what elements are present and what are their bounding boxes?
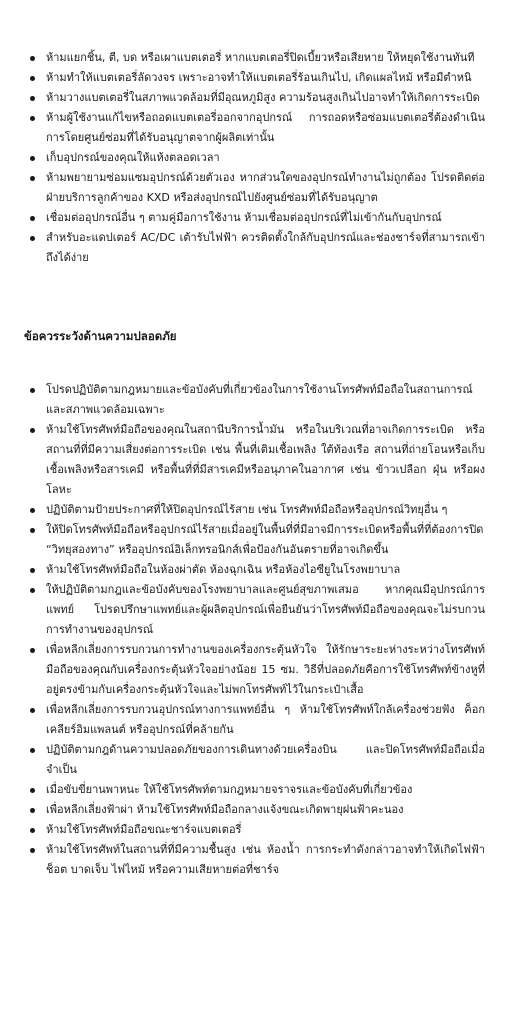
list-item-text: ห้ามพยายามซ่อมแซมอุปกรณ์ด้วยตัวเอง หากส่วนใดของอุปกรณ์ทำงานไม่ถูกต้อง โปรดติดต่อฝ่ายบริการลูกค้าของ KXD หรือส่งอุปกรณ์ไปยังศูนย์ซ่อมที่ได้รับอนุญาต	[46, 171, 485, 204]
list-item	[24, 800, 485, 820]
bullet-icon	[30, 748, 35, 753]
list-item	[24, 780, 485, 800]
list-item	[24, 420, 485, 500]
section-heading: ข้อควรระวังด้านความปลอดภัย	[24, 329, 177, 343]
bullet-icon	[30, 788, 35, 793]
list-item	[24, 640, 485, 700]
list-item-text: ปฏิบัติตามป้ายประกาศที่ให้ปิดอุปกรณ์ไร้สาย เช่น โทรศัพท์มือถือหรืออุปกรณ์วิทยุอื่น ๆ	[46, 503, 448, 516]
list-item	[24, 68, 485, 88]
list-item-text: ห้ามทำให้แบตเตอรี่ลัดวงจร เพราะอาจทำให้แบตเตอรี่ร้อนเกินไป, เกิดแผลไหม้ หรือมีตำหนิ	[46, 71, 472, 84]
list-item-text: โปรดปฏิบัติตามกฎหมายและข้อบังคับที่เกี่ยวข้องในการใช้งานโทรศัพท์มือถือในสถานการณ์และสภาพแวดล้อมเฉพาะ	[46, 383, 473, 416]
list-item	[24, 228, 485, 268]
bullet-icon	[30, 648, 35, 653]
bullet-icon	[30, 588, 35, 593]
list-item	[24, 580, 485, 640]
list-item	[24, 500, 485, 520]
list-item	[24, 840, 485, 880]
list-item	[24, 520, 485, 560]
bullet-icon	[30, 156, 35, 161]
list-item	[24, 48, 485, 68]
list-item	[24, 380, 485, 420]
list-item-text: เมื่อขับขี่ยานพาหนะ ให้ใช้โทรศัพท์ตามกฎหมายจราจรและข้อบังคับที่เกี่ยวข้อง	[46, 783, 413, 796]
list-item-text: ห้ามผู้ใช้งานแก้ไขหรือถอดแบตเตอรี่ออกจากอุปกรณ์ การถอดหรือซ่อมแบตเตอรี่ต้องดำเนินการโดยศูนย์ซ่อมที่ได้รับอนุญาตจากผู้ผลิตเท่านั้น	[46, 111, 485, 144]
list-item-text: ให้ปฏิบัติตามกฎและข้อบังคับของโรงพยาบาลและศูนย์สุขภาพเสมอ หากคุณมีอุปกรณ์การแพทย์ โปรดปรึกษาแพทย์และผู้ผลิตอุปกรณ์เพื่อยืนยันว่าโทรศัพท์มือถือของคุณจะไม่รบกวนการทำงานของอุปกรณ์	[46, 583, 485, 636]
list-item	[24, 740, 485, 780]
list-item-text: ห้ามวางแบตเตอรี่ในสภาพแวดล้อมที่มีอุณหภูมิสูง ความร้อนสูงเกินไปอาจทำให้เกิดการระเบิด	[46, 91, 480, 104]
bullet-icon	[30, 428, 35, 433]
bullet-icon	[30, 96, 35, 101]
bullet-icon	[30, 848, 35, 853]
list-item-text: ห้ามใช้โทรศัพท์ในสถานที่ที่มีความชื้นสูง เช่น ห้องน้ำ การกระทำดังกล่าวอาจทำให้เกิดไฟฟ้าช็อต บาดเจ็บ ไฟไหม้ หรือความเสียหายต่อที่ชาร์จ	[46, 843, 485, 876]
list-item-text: เพื่อหลีกเลี่ยงการรบกวนอุปกรณ์ทางการแพทย์อื่น ๆ ห้ามใช้โทรศัพท์ใกล้เครื่องช่วยฟัง ค็อกเคลียร์อิมแพลนต์ หรืออุปกรณ์ที่คล้ายกัน	[46, 703, 485, 736]
list-item	[24, 208, 485, 228]
bullet-icon	[30, 828, 35, 833]
bullet-icon	[30, 508, 35, 513]
list-item-text: ปฏิบัติตามกฎด้านความปลอดภัยของการเดินทางด้วยเครื่องบิน และปิดโทรศัพท์มือถือเมื่อจำเป็น	[46, 743, 485, 776]
safety-precautions-list	[24, 380, 485, 880]
list-item-text: เชื่อมต่ออุปกรณ์อื่น ๆ ตามคู่มือการใช้งาน ห้ามเชื่อมต่ออุปกรณ์ที่ไม่เข้ากันกับอุปกรณ์	[46, 211, 442, 224]
list-item-text: ห้ามใช้โทรศัพท์มือถือในห้องผ่าตัด ห้องฉุกเฉิน หรือห้องไอซียูในโรงพยาบาล	[46, 563, 401, 576]
list-item-text: ห้ามใช้โทรศัพท์มือถือขณะชาร์จแบตเตอรี่	[46, 823, 242, 836]
list-item-text: เพื่อหลีกเลี่ยงฟ้าผ่า ห้ามใช้โทรศัพท์มือถือกลางแจ้งขณะเกิดพายุฝนฟ้าคะนอง	[46, 803, 404, 816]
bullet-icon	[30, 568, 35, 573]
list-item	[24, 148, 485, 168]
bullet-icon	[30, 708, 35, 713]
bullet-icon	[30, 528, 35, 533]
list-item	[24, 560, 485, 580]
list-item-text: เพื่อหลีกเลี่ยงการรบกวนการทำงานของเครื่องกระตุ้นหัวใจ ให้รักษาระยะห่างระหว่างโทรศัพท์มือถือของคุณกับเครื่องกระตุ้นหัวใจอย่างน้อย 15 ซม. วิธีที่ปลอดภัยคือการใช้โทรศัพท์ข้างหูที่อยู่ตรงข้ามกับเครื่องกระตุ้นหัวใจและไม่พกโทรศัพท์ไว้ในกระเป๋าเสื้อ	[46, 643, 485, 696]
bullet-icon	[30, 808, 35, 813]
bullet-icon	[30, 236, 35, 241]
list-item-text: เก็บอุปกรณ์ของคุณให้แห้งตลอดเวลา	[46, 151, 220, 164]
list-item	[24, 108, 485, 148]
list-item	[24, 168, 485, 208]
list-item	[24, 88, 485, 108]
bullet-icon	[30, 176, 35, 181]
list-item	[24, 700, 485, 740]
bullet-icon	[30, 388, 35, 393]
bullet-icon	[30, 56, 35, 61]
bullet-icon	[30, 216, 35, 221]
list-item-text: ให้ปิดโทรศัพท์มือถือหรืออุปกรณ์ไร้สายเมื่ออยู่ในพื้นที่ที่มีอาจมีการระเบิดหรือพื้นที่ที่ต้องการปิด “วิทยุสองทาง” หรืออุปกรณ์อิเล็กทรอนิกส์เพื่อป้องกันอันตรายที่อาจเกิดขึ้น	[46, 523, 484, 556]
list-item-text: ห้ามใช้โทรศัพท์มือถือของคุณในสถานีบริการน้ำมัน หรือในบริเวณที่อาจเกิดการระเบิด หรือสถานที่ที่มีความเสี่ยงต่อการระเบิด เช่น พื้นที่เติมเชื้อเพลิง ใต้ท้องเรือ สถานที่ถ่ายโอนหรือเก็บเชื้อเพลิงหรือสารเคมี หรือพื้นที่ที่มีสารเคมีหรืออนุภาคในอากาศ เช่น ข้าวเปลือก ฝุ่น หรือผงโลหะ	[46, 423, 485, 496]
bullet-icon	[30, 116, 35, 121]
battery-safety-list	[24, 48, 485, 268]
list-item-text: ห้ามแยกชิ้น, ตี, บด หรือเผาแบตเตอรี่ หากแบตเตอรี่ปิดเบี้ยวหรือเสียหาย ให้หยุดใช้งานทันที	[46, 51, 475, 64]
list-item-text: สำหรับอะแดปเตอร์ AC/DC เต้ารับไฟฟ้า ควรติดตั้งใกล้กับอุปกรณ์และช่องชาร์จที่สามารถเข้าถึงได้ง่าย	[46, 231, 485, 264]
bullet-icon	[30, 76, 35, 81]
list-item	[24, 820, 485, 840]
